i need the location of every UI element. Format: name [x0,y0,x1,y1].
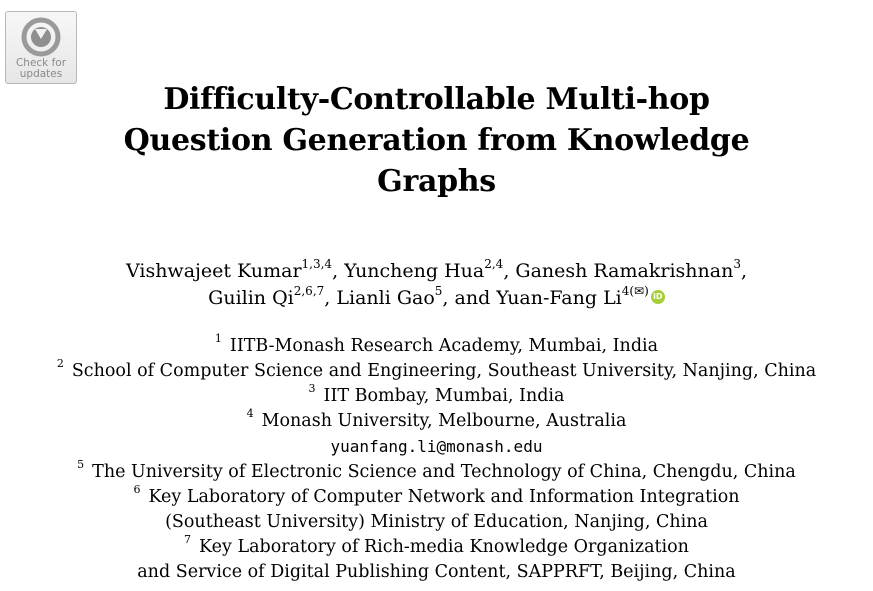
paper-title [0,79,873,202]
affiliation-row: and Service of Digital Publishing Content, SAPPRFT, Beijing, China [137,562,736,582]
affiliation-row: $^3$ IIT Bombay, Mumbai, India [308,382,565,406]
author-name: Guilin Qi [208,287,294,309]
check-for-updates-icon [21,17,61,57]
affiliation-row: $^4$ Monash University, Melbourne, Australia [246,407,627,431]
author-line: Vishwajeet Kumar$^{1,3,4}$, Yuncheng Hua$^{2,4}$, Ganesh Ramakrishnan$^3$, [125,256,747,282]
author-name: Vishwajeet Kumar [125,260,302,282]
title-line: Graphs [377,164,496,199]
author-affil-sup: 4(✉) [621,283,649,298]
affiliation-row: $^7$ Key Laboratory of Rich-media Knowledge Organization [184,533,689,557]
affiliation-row: $^5$ The University of Electronic Science and Technology of China, Chengdu, China [77,458,796,482]
author-name: Lianli Gao [336,287,435,309]
affiliation-row: $^2$ School of Computer Science and Engineering, Southeast University, Nanjing, China [56,357,817,381]
author-name: Yuan-Fang Li [496,287,622,309]
title-line: Question Generation from Knowledge [123,123,750,158]
affiliation-row: (Southeast University) Ministry of Education, Nanjing, China [165,512,708,532]
title-line: Difficulty-Controllable Multi-hop [163,82,710,117]
check-for-updates-label: Check for updates [15,57,67,80]
author-affil-sup: 3 [733,256,741,271]
author-list [0,258,873,312]
author-affil-sup: 2,6,7 [293,283,325,298]
affiliation-row: $^6$ Key Laboratory of Computer Network and Information Integration [133,483,740,507]
author-name: Ganesh Ramakrishnan [515,260,734,282]
author-line: Guilin Qi$^{2,6,7}$, Lianli Gao$^5$, and Yuan-Fang $Li^{4(✉)}$ iD [0,285,873,312]
orcid-icon[interactable]: iD [651,290,665,304]
author-email[interactable]: yuanfang.li@monash.edu [330,437,543,456]
affiliation-row: $^1$ IITB-Monash Research Academy, Mumbai, India [214,332,659,356]
affiliation-list [0,334,873,585]
author-name: Yuncheng Hua [344,260,485,282]
check-for-updates-badge[interactable] [5,11,77,84]
author-affil-sup: 1,3,4 [301,256,333,271]
author-affil-sup: 5 [434,283,443,298]
author-affil-sup: 2,4 [484,256,504,271]
